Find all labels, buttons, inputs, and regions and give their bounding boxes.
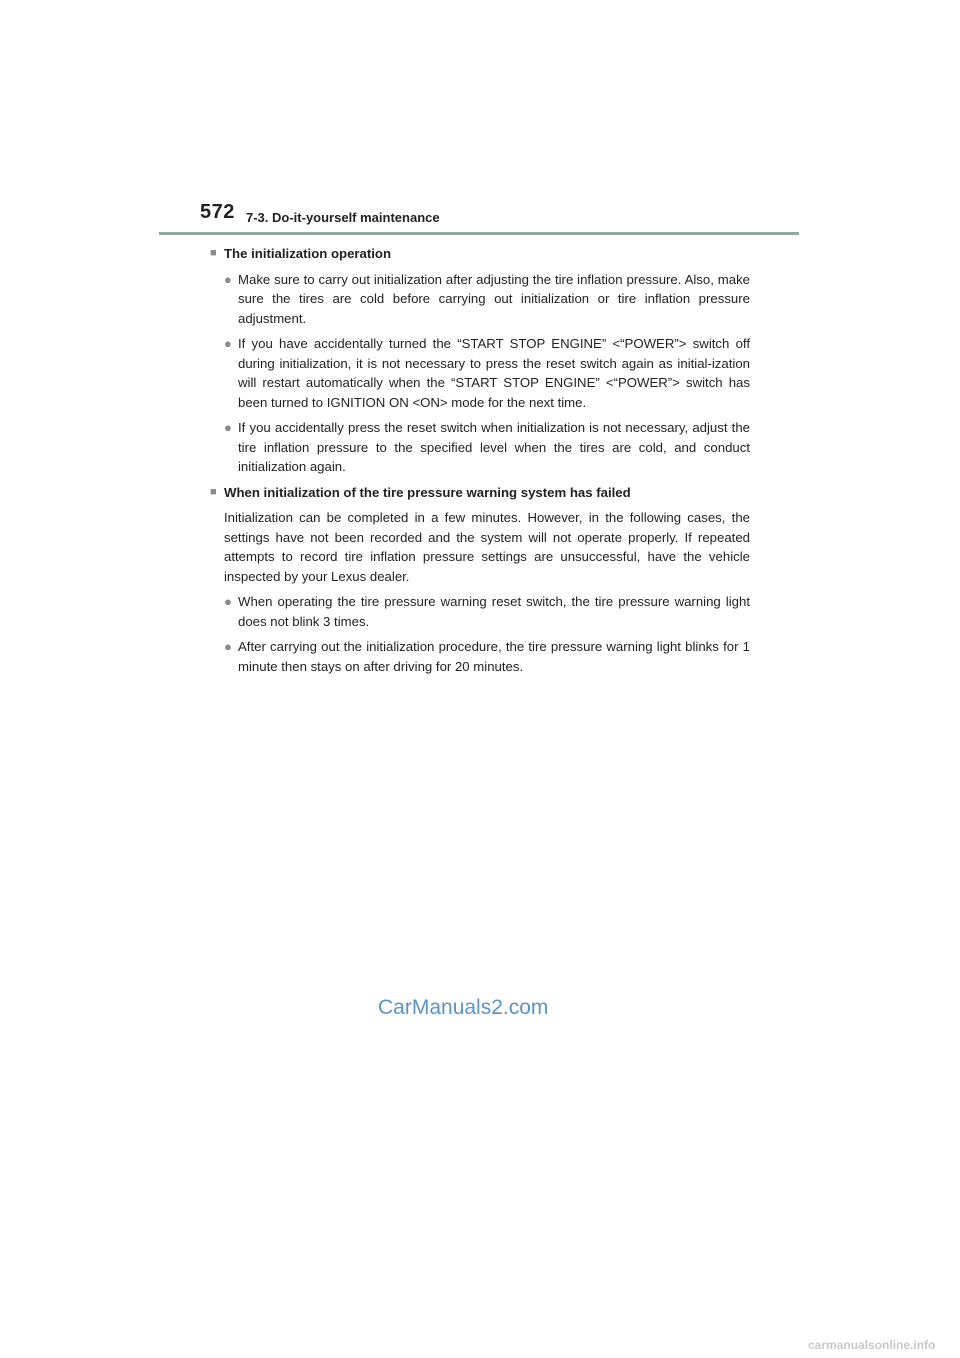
list-item xyxy=(224,334,750,412)
page-content xyxy=(210,244,750,682)
watermark-corner-text: carmanualsonline.info xyxy=(808,1338,936,1352)
list-item xyxy=(224,637,750,676)
list-item xyxy=(224,270,750,329)
list-item-text: Make sure to carry out initialization after adjusting the tire inflation pressure. Also, make sure the tires are cold before carrying out initialization or tire inflation pressure adjustment. xyxy=(238,271,750,326)
circle-bullet-icon: ● xyxy=(224,271,232,287)
circle-bullet-icon: ● xyxy=(224,420,232,435)
list-item-text: If you have accidentally turned the “START STOP ENGINE” <“POWER”> switch off during initialization, it is not necessary to press the reset switch again as initial-ization will restart automatically when the “START STOP ENGINE” <“POWER”> switch has been turned to IGNITION ON <ON> mode for the next time. xyxy=(238,336,750,410)
section-heading xyxy=(210,244,750,264)
square-bullet-icon: ■ xyxy=(210,485,217,498)
list-item xyxy=(224,592,750,631)
section-initialization-failed xyxy=(210,483,750,677)
circle-bullet-icon: ● xyxy=(224,336,232,351)
circle-bullet-icon: ● xyxy=(224,594,232,609)
page-number: 572 xyxy=(200,201,235,223)
list-item-text: After carrying out the initialization procedure, the tire pressure warning light blinks for 1 minute then stays on after driving for 20 minutes. xyxy=(238,639,750,674)
section-initialization-operation xyxy=(210,244,750,477)
header-rule xyxy=(159,232,799,235)
section-paragraph: Initialization can be completed in a few minutes. However, in the following cases, the settings have not been recorded and the system will not operate properly. If repeated attempts to record tire inflation pressure settings are unsuccessful, have the vehicle inspected by your Lexus dealer. xyxy=(224,510,750,584)
list-item-text: When operating the tire pressure warning reset switch, the tire pressure warning light does not blink 3 times. xyxy=(238,594,750,629)
section-heading xyxy=(210,483,750,503)
square-bullet-icon: ■ xyxy=(210,247,217,259)
list-item xyxy=(224,418,750,477)
chapter-title: 7-3. Do-it-yourself maintenance xyxy=(246,210,440,225)
list-item-text: If you accidentally press the reset switch when initialization is not necessary, adjust the tire inflation pressure to the specified level when the tires are cold, and conduct initialization again. xyxy=(238,420,750,474)
section-heading-text: When initialization of the tire pressure warning system has failed xyxy=(224,484,631,500)
watermark-link-carmanuals2[interactable]: CarManuals2.com xyxy=(378,996,549,1019)
circle-bullet-icon: ● xyxy=(224,639,232,654)
section-heading-text: The initialization operation xyxy=(224,246,392,261)
